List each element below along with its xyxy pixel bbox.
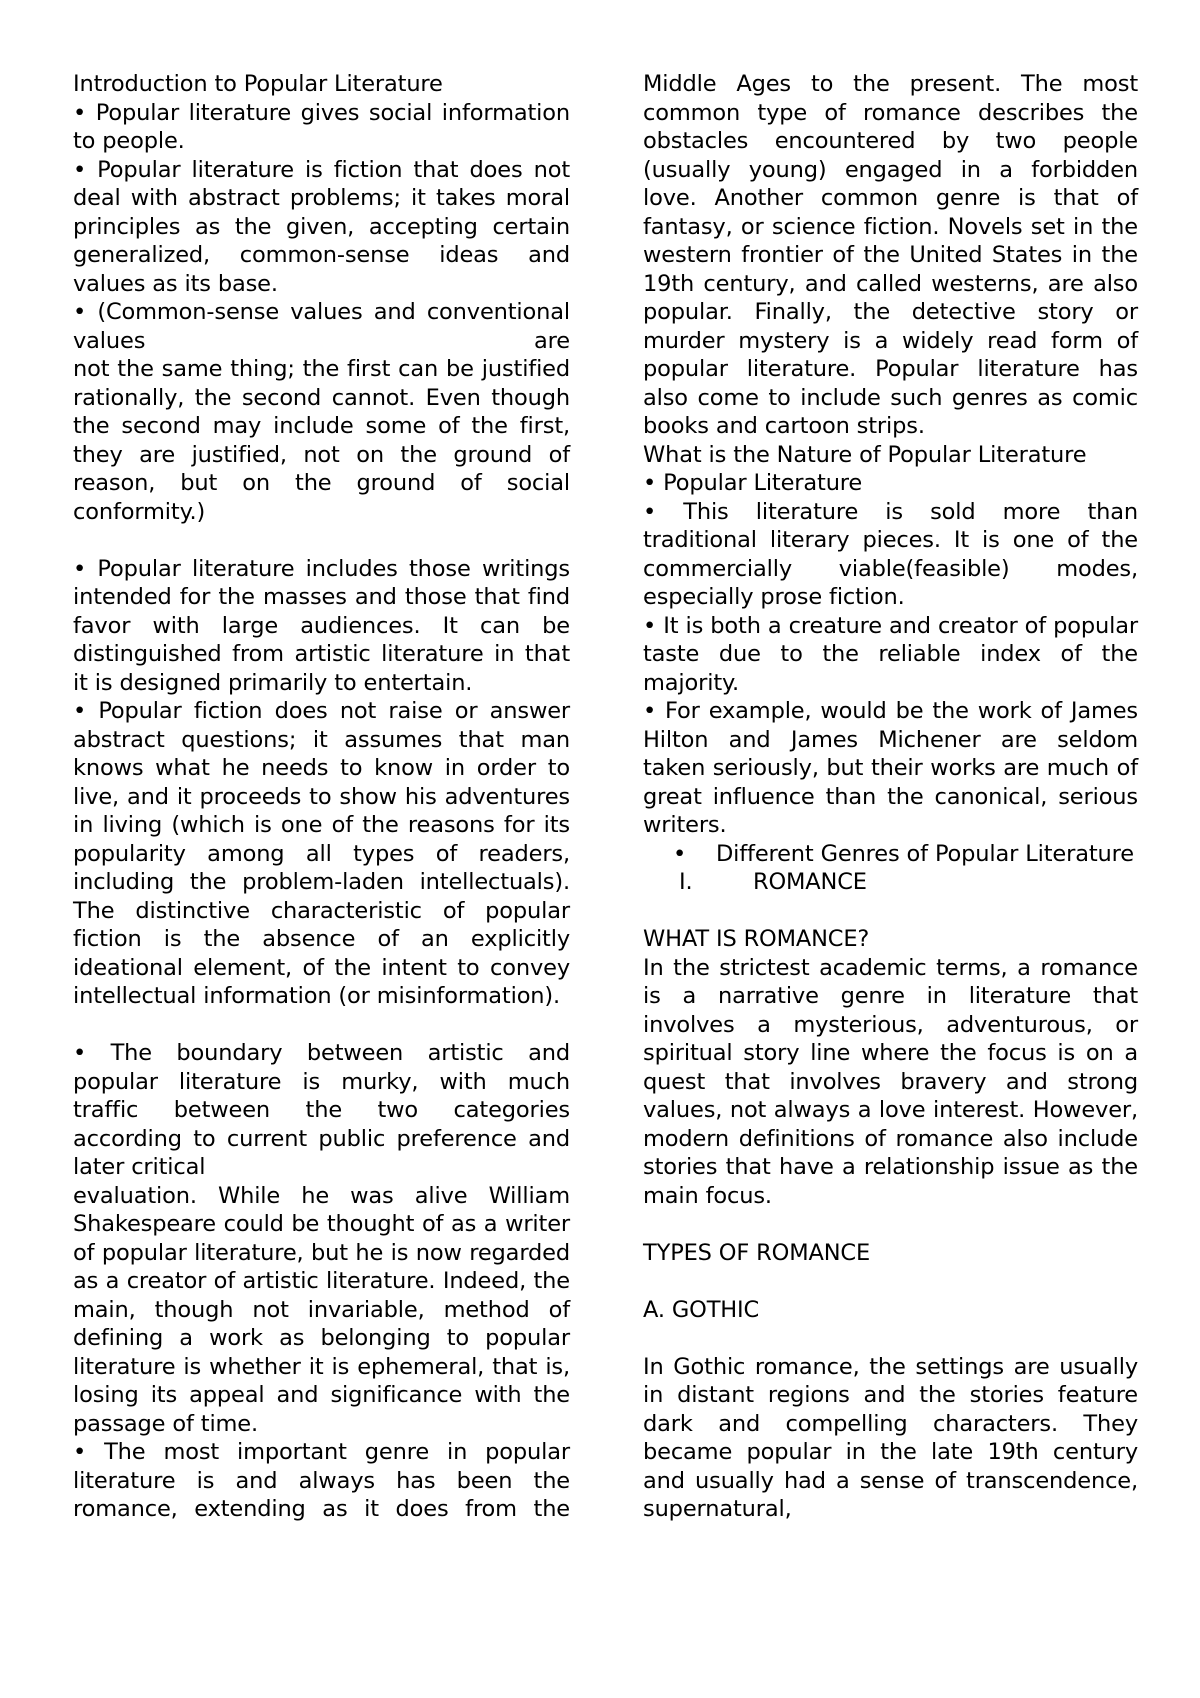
left-column	[73, 70, 570, 1524]
paragraph: In the strictest academic terms, a romance is a narrative genre in literature that involves a mysterious, adventurous, or spiritual story line where the focus is on a quest that involves bravery and strong values, not always a love interest. However, modern definitions of romance also include stories that have a relationship issue as the main focus.	[643, 954, 1138, 1209]
bullet-mark: •	[673, 840, 687, 867]
paragraph: • Popular literature is fiction that does not deal with abstract problems; it takes moral principles as the given, accepting certain generalized, common-sense ideas and values as its base.	[73, 156, 570, 297]
right-column	[643, 70, 1138, 1524]
paragraph: • Popular fiction does not raise or answer abstract questions; it assumes that man knows what he needs to know in order to live, and it proceeds to show his adventures in living (which is one of the reasons for its popularity among all types of readers, including the problem-laden intellectuals). The distinctive characteristic of popular fiction is the absence of an explicitly ideational element, of the intent to convey intellectual information (or misinformation).	[73, 698, 570, 1009]
blank-line	[643, 897, 1138, 926]
paragraph: What is the Nature of Popular Literature	[643, 441, 1087, 468]
paragraph: • Popular literature includes those writings intended for the masses and those that find favor with large audiences. It can be distinguished from artistic literature in that it is designed primarily to entertain.	[73, 555, 570, 696]
roman-numeral: I.	[679, 869, 693, 895]
blank-line	[643, 1324, 1138, 1353]
paragraph: Middle Ages to the present. The most common type of romance describes the obstacles encountered by two people (usually young) engaged in a forbidden love. Another common genre is that of fantasy, or science fiction. Novels set in the western frontier of the United States in the 19th century, and called westerns, are also popular. Finally, the detective story or murder mystery is a widely read form of popular literature. Popular literature has also come to include such genres as comic books and cartoon strips.	[643, 71, 1138, 439]
list-item	[643, 868, 1138, 897]
paragraph: • The boundary between artistic and popular literature is murky, with much traffic between the two categories according to current public preference and later critical	[73, 1040, 570, 1180]
paragraph: • (Common-sense values and conventional values are	[73, 299, 570, 354]
paragraph: evaluation. While he was alive William Shakespeare could be thought of as a writer of popular literature, but he is now regarded as a creator of artistic literature. Indeed, the main, though not invariable, method of defining a work as belonging to popular literature is whether it is ephemeral, that is, losing its appeal and significance with the passage of time.	[73, 1182, 570, 1437]
blank-line	[73, 526, 570, 555]
paragraph: In Gothic romance, the settings are usually in distant regions and the stories feature dark and compelling characters. They became popular in the late 19th century and usually had a sense of transcendence, supernatural,	[643, 1353, 1138, 1522]
right-column-outro	[643, 897, 1138, 1524]
blank-line	[643, 1210, 1138, 1239]
paragraph: WHAT IS ROMANCE?	[643, 926, 870, 952]
paragraph: • The most important genre in popular literature is and always has been the romance, extending as it does from the	[73, 1439, 570, 1522]
right-column-intro	[643, 70, 1138, 840]
paragraph: • For example, would be the work of James Hilton and James Michener are seldom taken seriously, but their works are much of great influence than the canonical, serious writers.	[643, 698, 1138, 838]
paragraph: not the same thing; the first can be justified rationally, the second cannot. Even though the second may include some of the first, they are justified, not on the ground of reason, but on the ground of social conformity.)	[73, 356, 570, 525]
list-item-text: ROMANCE	[753, 869, 867, 895]
paragraph: • It is both a creature and creator of popular taste due to the reliable index of the majority.	[643, 612, 1138, 696]
genres-bullet-list	[643, 840, 1138, 897]
list-item	[643, 840, 1138, 869]
paragraph: TYPES OF ROMANCE	[643, 1239, 871, 1266]
list-item-text: Different Genres of Popular Literature	[716, 840, 1134, 867]
paragraph: • Popular literature gives social information to people.	[73, 99, 570, 154]
blank-line	[73, 1011, 570, 1040]
paragraph: Introduction to Popular Literature	[73, 71, 443, 97]
blank-line	[643, 1267, 1138, 1296]
paragraph: A. GOTHIC	[643, 1296, 760, 1323]
paragraph: • This literature is sold more than traditional literary pieces. It is one of the commercially viable(feasible) modes, especially prose fiction.	[643, 498, 1138, 610]
paragraph: • Popular Literature	[643, 470, 863, 496]
